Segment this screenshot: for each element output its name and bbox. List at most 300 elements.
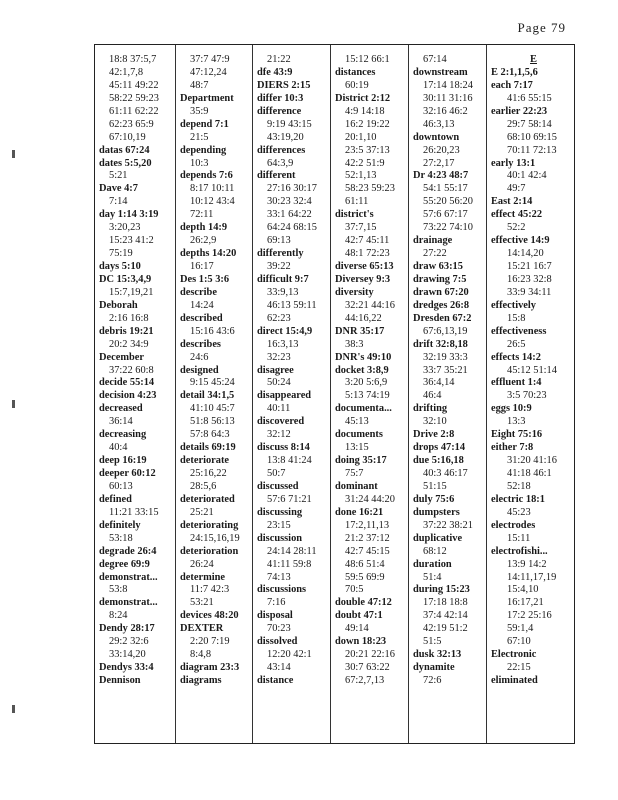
index-column [486, 45, 576, 743]
page-line-refs: 50:24 [267, 377, 291, 389]
margin-mark [12, 705, 15, 713]
index-term: due 5:16,18 [413, 455, 464, 467]
page-line-refs: 61:11 [345, 196, 369, 208]
index-term: differently [257, 248, 304, 260]
index-term: Dendy 28:17 [99, 623, 155, 635]
page-line-refs: 14:14,20 [507, 248, 544, 260]
page-line-refs: 2:16 16:8 [109, 312, 149, 324]
page-line-refs: 15:23 41:2 [109, 235, 154, 247]
page-line-refs: 45:12 51:14 [507, 364, 557, 376]
index-term: distances [335, 66, 376, 78]
page-line-refs: 33:9 34:11 [507, 286, 552, 298]
page-line-refs: 15:8 [507, 312, 526, 324]
page-line-refs: 38:3 [345, 338, 364, 350]
index-term: defined [99, 493, 132, 505]
page-line-refs: 31:24 44:20 [345, 493, 395, 505]
index-term: drainage [413, 235, 453, 247]
index-term: discussion [257, 532, 303, 544]
index-term: early 13:1 [491, 157, 536, 169]
index-term: disagree [257, 364, 294, 376]
page-line-refs: 40:1 42:4 [507, 170, 547, 182]
page-line-refs: 32:16 46:2 [423, 105, 468, 117]
index-term: deteriorating [180, 519, 239, 531]
page-line-refs: 43:14 [267, 662, 291, 674]
page-line-refs: 2:20 7:19 [190, 636, 230, 648]
index-term: E 2:1,1,5,6 [491, 66, 538, 78]
page-line-refs: 24:6 [190, 351, 209, 363]
page-line-refs: 51:5 [423, 636, 442, 648]
index-term: differences [257, 144, 306, 156]
page-line-refs: 51:15 [423, 480, 447, 492]
page-line-refs: 46:3,13 [423, 118, 455, 130]
page-line-refs: 72:11 [190, 209, 214, 221]
page-line-refs: 57:6 67:17 [423, 209, 468, 221]
page-line-refs: 73:22 74:10 [423, 222, 473, 234]
index-term: DIERS 2:15 [257, 79, 311, 91]
page-line-refs: 36:14 [109, 416, 133, 428]
page-line-refs: 10:12 43:4 [190, 196, 235, 208]
page-line-refs: 40:3 46:17 [423, 468, 468, 479]
page-line-refs: 53:18 [109, 532, 133, 544]
page-line-refs: 51:4 [423, 571, 442, 583]
page-line-refs: 17:2 25:16 [507, 610, 552, 622]
page-line-refs: 29:2 32:6 [109, 636, 149, 648]
page-line-refs: 13:9 14:2 [507, 558, 547, 570]
page-line-refs: 48:6 51:4 [345, 558, 385, 570]
index-term: docket 3:8,9 [335, 364, 389, 376]
page-line-refs: 23:5 37:13 [345, 144, 390, 156]
page-line-refs: 72:6 [423, 675, 442, 686]
index-term: details 69:19 [180, 442, 236, 454]
index-term: decision 4:23 [99, 390, 157, 402]
page-line-refs: 15:7,19,21 [109, 286, 154, 298]
index-term: day 1:14 3:19 [99, 209, 159, 221]
page-line-refs: 62:23 65:9 [109, 118, 154, 130]
index-term: effluent 1:4 [491, 377, 542, 389]
page-line-refs: 8:4,8 [190, 649, 212, 661]
index-term: diverse 65:13 [335, 261, 394, 272]
index-term: diversity [335, 286, 374, 298]
index-term: effectively [491, 299, 536, 311]
index-term: downtown [413, 131, 460, 143]
page-line-refs: 74:13 [267, 571, 291, 583]
index-term: disposal [257, 610, 293, 622]
index-term: debris 19:21 [99, 325, 154, 337]
index-term: demonstrat... [99, 571, 158, 583]
page-line-refs: 17:14 18:24 [423, 79, 473, 91]
page-line-refs: 58:23 59:23 [345, 183, 395, 195]
page-line-refs: 53:21 [190, 597, 214, 609]
index-term: eliminated [491, 675, 538, 686]
page-line-refs: 52:1,13 [345, 170, 377, 182]
page-line-refs: 7:16 [267, 597, 286, 609]
index-term: disappeared [257, 390, 312, 402]
page-line-refs: 24:14 28:11 [267, 545, 317, 557]
margin-mark [12, 150, 15, 158]
index-term: effective 14:9 [491, 235, 550, 247]
index-term: designed [180, 364, 219, 376]
index-term: dfe 43:9 [257, 66, 293, 78]
index-column [252, 45, 330, 743]
page-line-refs: 22:15 [507, 662, 531, 674]
page-line-refs: 21:5 [190, 131, 209, 143]
page-line-refs: 67:6,13,19 [423, 325, 468, 337]
page-line-refs: 30:7 63:22 [345, 662, 390, 674]
page-line-refs: 16:17,21 [507, 597, 544, 609]
index-term: dredges 26:8 [413, 299, 470, 311]
page-line-refs: 9:15 45:24 [190, 377, 235, 389]
index-term: discovered [257, 416, 305, 428]
index-term: DNR 35:17 [335, 325, 385, 337]
page-line-refs: 15:12 66:1 [345, 54, 390, 65]
page-line-refs: 43:19,20 [267, 131, 304, 143]
page-line-refs: 30:23 32:4 [267, 196, 312, 208]
index-term: dates 5:5,20 [99, 157, 152, 169]
index-column [408, 45, 486, 743]
index-column [95, 45, 175, 743]
page-line-refs: 54:1 55:17 [423, 183, 468, 195]
page-line-refs: 4:9 14:18 [345, 105, 385, 117]
index-term: eggs 10:9 [491, 403, 532, 415]
page-line-refs: 36:4,14 [423, 377, 455, 389]
page-line-refs: 15:11 [507, 532, 531, 544]
section-letter: E [530, 54, 537, 65]
page-line-refs: 5:13 74:19 [345, 390, 390, 402]
page-line-refs: 16:2 19:22 [345, 118, 390, 130]
page-line-refs: 16:17 [190, 261, 214, 272]
page-line-refs: 37:4 42:14 [423, 610, 468, 622]
index-term: devices 48:20 [180, 610, 239, 622]
index-term: depending [180, 144, 227, 156]
index-term: Deborah [99, 299, 138, 311]
page-line-refs: 33:7 35:21 [423, 364, 468, 376]
index-term: December [99, 351, 144, 363]
page-line-refs: 14:24 [190, 299, 214, 311]
index-term: described [180, 312, 223, 324]
page-line-refs: 8:24 [109, 610, 128, 622]
index-term: describes [180, 338, 221, 350]
page-line-refs: 55:20 56:20 [423, 196, 473, 208]
page-line-refs: 48:1 72:23 [345, 248, 390, 260]
page-line-refs: 9:19 43:15 [267, 118, 312, 130]
index-term: East 2:14 [491, 196, 533, 208]
page-line-refs: 18:8 37:5,7 [109, 54, 157, 65]
page-line-refs: 13:15 [345, 442, 369, 454]
page-line-refs: 50:7 [267, 468, 286, 479]
page-line-refs: 60:13 [109, 480, 133, 492]
index-term: electric 18:1 [491, 493, 545, 505]
page-line-refs: 60:19 [345, 79, 369, 91]
index-term: datas 67:24 [99, 144, 150, 156]
index-term: depends 7:6 [180, 170, 233, 182]
index-term: effect 45:22 [491, 209, 543, 221]
page-line-refs: 23:15 [267, 519, 291, 531]
page-line-refs: 37:22 38:21 [423, 519, 473, 531]
page-line-refs: 59:5 69:9 [345, 571, 385, 583]
index-term: electrofishi... [491, 545, 548, 557]
page-line-refs: 67:2,7,13 [345, 675, 385, 686]
index-term: documents [335, 429, 383, 441]
index-column [330, 45, 408, 743]
page-line-refs: 40:4 [109, 442, 128, 454]
page-line-refs: 27:22 [423, 248, 447, 260]
index-term: deteriorate [180, 455, 230, 467]
page-line-refs: 20:2 34:9 [109, 338, 149, 350]
page-line-refs: 32:19 33:3 [423, 351, 468, 363]
page-line-refs: 7:14 [109, 196, 128, 208]
index-term: doing 35:17 [335, 455, 387, 467]
index-term: degree 69:9 [99, 558, 150, 570]
index-term: drawn 67:20 [413, 286, 469, 298]
page-number: Page 79 [517, 20, 566, 35]
page-line-refs: 8:17 10:11 [190, 183, 235, 195]
index-term: dominant [335, 480, 378, 492]
page-line-refs: 21:22 [267, 54, 291, 65]
page-line-refs: 20:1,10 [345, 131, 377, 143]
page-line-refs: 64:24 68:15 [267, 222, 317, 234]
page-line-refs: 28:5,6 [190, 480, 217, 492]
page-line-refs: 46:13 59:11 [267, 299, 317, 311]
index-term: during 15:23 [413, 584, 470, 596]
page-line-refs: 37:22 60:8 [109, 364, 154, 376]
page-line-refs: 32:10 [423, 416, 447, 428]
index-term: deep 16:19 [99, 455, 147, 467]
page-line-refs: 68:10 69:15 [507, 131, 557, 143]
page-line-refs: 57:8 64:3 [190, 429, 230, 441]
index-term: discussed [257, 480, 299, 492]
index-term: Eight 75:16 [491, 429, 543, 441]
page-line-refs: 42:19 51:2 [423, 623, 468, 635]
index-term: Department [180, 92, 234, 104]
page-line-refs: 41:11 59:8 [267, 558, 312, 570]
index-term: dusk 32:13 [413, 649, 462, 661]
index-term: difficult 9:7 [257, 273, 309, 285]
page-line-refs: 11:7 42:3 [190, 584, 230, 596]
index-term: determine [180, 571, 226, 583]
page-line-refs: 30:11 31:16 [423, 92, 473, 104]
page-line-refs: 24:15,16,19 [190, 532, 240, 544]
index-term: Drive 2:8 [413, 429, 455, 441]
page-line-refs: 33:14,20 [109, 649, 146, 661]
index-term: electrodes [491, 519, 536, 531]
page-line-refs: 32:12 [267, 429, 291, 441]
index-term: diagram 23:3 [180, 662, 240, 674]
index-term: each 7:17 [491, 79, 533, 91]
page-line-refs: 59:1,4 [507, 623, 534, 635]
page-line-refs: 64:3,9 [267, 157, 294, 169]
index-term: direct 15:4,9 [257, 325, 313, 337]
index-term: downstream [413, 66, 468, 78]
margin-mark [12, 400, 15, 408]
page-line-refs: 67:14 [423, 54, 447, 65]
page-line-refs: 53:8 [109, 584, 128, 596]
index-term: Dave 4:7 [99, 183, 138, 195]
page-line-refs: 5:21 [109, 170, 128, 182]
page-line-refs: 51:8 56:13 [190, 416, 235, 428]
index-term: degrade 26:4 [99, 545, 157, 557]
index-term: decreasing [99, 429, 147, 441]
index-term: drifting [413, 403, 448, 415]
page-line-refs: 67:10,19 [109, 131, 146, 143]
page-line-refs: 41:10 45:7 [190, 403, 235, 415]
index-term: drawing 7:5 [413, 273, 467, 285]
page-line-refs: 33:9,13 [267, 286, 299, 298]
index-term: done 16:21 [335, 506, 384, 518]
index-term: Dresden 67:2 [413, 312, 472, 324]
index-term: differ 10:3 [257, 92, 304, 104]
page-line-refs: 70:5 [345, 584, 364, 596]
page-line-refs: 17:2,11,13 [345, 519, 390, 531]
page-line-refs: 31:20 41:16 [507, 455, 557, 467]
page-line-refs: 11:21 33:15 [109, 506, 159, 518]
index-term: discussing [257, 506, 303, 518]
page-line-refs: 42:7 45:11 [345, 235, 390, 247]
index-term: demonstrat... [99, 597, 158, 609]
page-line-refs: 62:23 [267, 312, 291, 324]
index-term: effects 14:2 [491, 351, 541, 363]
page-line-refs: 46:4 [423, 390, 442, 402]
page-line-refs: 13:8 41:24 [267, 455, 312, 467]
page-line-refs: 25:21 [190, 506, 214, 518]
page-line-refs: 69:13 [267, 235, 291, 247]
index-term: drift 32:8,18 [413, 338, 468, 350]
page-line-refs: 16:3,13 [267, 338, 299, 350]
page-line-refs: 3:20 5:6,9 [345, 377, 388, 389]
page-line-refs: 75:19 [109, 248, 133, 260]
index-term: dynamite [413, 662, 455, 674]
index-term: district's [335, 209, 374, 221]
index-term: deteriorated [180, 493, 235, 505]
page-line-refs: 26:2,9 [190, 235, 217, 247]
index-term: duly 75:6 [413, 493, 455, 505]
word-index-table [94, 44, 575, 744]
page-line-refs: 26:24 [190, 558, 214, 570]
index-term: earlier 22:23 [491, 105, 548, 117]
page-line-refs: 44:16,22 [345, 312, 382, 324]
index-term: days 5:10 [99, 261, 141, 272]
page-line-refs: 32:23 [267, 351, 291, 363]
page-line-refs: 42:1,7,8 [109, 66, 144, 78]
page-line-refs: 15:21 16:7 [507, 261, 552, 272]
index-term: diagrams [180, 675, 222, 686]
page-line-refs: 26:20,23 [423, 144, 460, 156]
index-term: deterioration [180, 545, 239, 557]
index-term: Des 1:5 3:6 [180, 273, 230, 285]
index-term: different [257, 170, 296, 182]
page-line-refs: 20:21 22:16 [345, 649, 395, 661]
page-line-refs: 68:12 [423, 545, 447, 557]
page-line-refs: 67:10 [507, 636, 531, 648]
page-line-refs: 27:2,17 [423, 157, 455, 169]
index-term: effectiveness [491, 325, 547, 337]
index-term: Dr 4:23 48:7 [413, 170, 469, 182]
page-line-refs: 3:20,23 [109, 222, 141, 234]
index-term: District 2:12 [335, 92, 391, 104]
index-term: definitely [99, 519, 141, 531]
page-line-refs: 29:7 58:14 [507, 118, 552, 130]
page-line-refs: 70:23 [267, 623, 291, 635]
index-term: dumpsters [413, 506, 460, 518]
index-term: draw 63:15 [413, 261, 463, 272]
page-line-refs: 45:23 [507, 506, 531, 518]
page-line-refs: 52:18 [507, 480, 531, 492]
index-term: distance [257, 675, 294, 686]
index-term: DC 15:3,4,9 [99, 273, 152, 285]
index-term: difference [257, 105, 302, 117]
page-line-refs: 32:21 44:16 [345, 299, 395, 311]
index-term: double 47:12 [335, 597, 392, 609]
index-term: DEXTER [180, 623, 224, 635]
page-line-refs: 26:5 [507, 338, 526, 350]
page-line-refs: 16:23 32:8 [507, 273, 552, 285]
page-line-refs: 45:11 49:22 [109, 79, 159, 91]
index-term: discussions [257, 584, 307, 596]
page-line-refs: 37:7,15 [345, 222, 377, 234]
page-line-refs: 75:7 [345, 468, 364, 479]
page-line-refs: 45:13 [345, 416, 369, 428]
page-line-refs: 25:16,22 [190, 468, 227, 479]
index-term: describe [180, 286, 217, 298]
page-line-refs: 48:7 [190, 79, 209, 91]
index-term: detail 34:1,5 [180, 390, 235, 402]
page-line-refs: 41:6 55:15 [507, 92, 552, 104]
page-line-refs: 27:16 30:17 [267, 183, 317, 195]
index-term: drops 47:14 [413, 442, 466, 454]
page-line-refs: 61:11 62:22 [109, 105, 159, 117]
index-term: documenta... [335, 403, 392, 415]
index-term: depend 7:1 [180, 118, 229, 130]
page-line-refs: 52:2 [507, 222, 526, 234]
page-line-refs: 58:22 59:23 [109, 92, 159, 104]
index-term: duration [413, 558, 452, 570]
page-line-refs: 41:18 46:1 [507, 468, 552, 479]
page-line-refs: 37:7 47:9 [190, 54, 230, 65]
index-term: Electronic [491, 649, 537, 661]
index-term: Dendys 33:4 [99, 662, 154, 674]
index-term: deeper 60:12 [99, 468, 156, 479]
index-term: decide 55:14 [99, 377, 155, 389]
page-line-refs: 39:22 [267, 261, 291, 272]
index-term: Diversey 9:3 [335, 273, 391, 285]
page-line-refs: 42:7 45:15 [345, 545, 390, 557]
page-line-refs: 14:11,17,19 [507, 571, 557, 583]
page-line-refs: 21:2 37:12 [345, 532, 390, 544]
index-column [175, 45, 252, 743]
index-term: dissolved [257, 636, 298, 648]
page-line-refs: 70:11 72:13 [507, 144, 557, 156]
index-term: DNR's 49:10 [335, 351, 392, 363]
page-line-refs: 17:18 18:8 [423, 597, 468, 609]
page-line-refs: 33:1 64:22 [267, 209, 312, 221]
page-line-refs: 42:2 51:9 [345, 157, 385, 169]
index-term: depths 14:20 [180, 248, 237, 260]
page-line-refs: 47:12,24 [190, 66, 227, 78]
page-line-refs: 15:4,10 [507, 584, 539, 596]
index-term: down 18:23 [335, 636, 387, 648]
index-term: Dennison [99, 675, 141, 686]
index-term: doubt 47:1 [335, 610, 383, 622]
index-term: decreased [99, 403, 143, 415]
page-line-refs: 13:3 [507, 416, 526, 428]
index-term: discuss 8:14 [257, 442, 310, 454]
page-line-refs: 57:6 71:21 [267, 493, 312, 505]
page-line-refs: 49:7 [507, 183, 526, 195]
page-line-refs: 15:16 43:6 [190, 325, 235, 337]
page-line-refs: 3:5 70:23 [507, 390, 547, 402]
index-term: duplicative [413, 532, 463, 544]
page-line-refs: 12:20 42:1 [267, 649, 312, 661]
index-term: depth 14:9 [180, 222, 228, 234]
